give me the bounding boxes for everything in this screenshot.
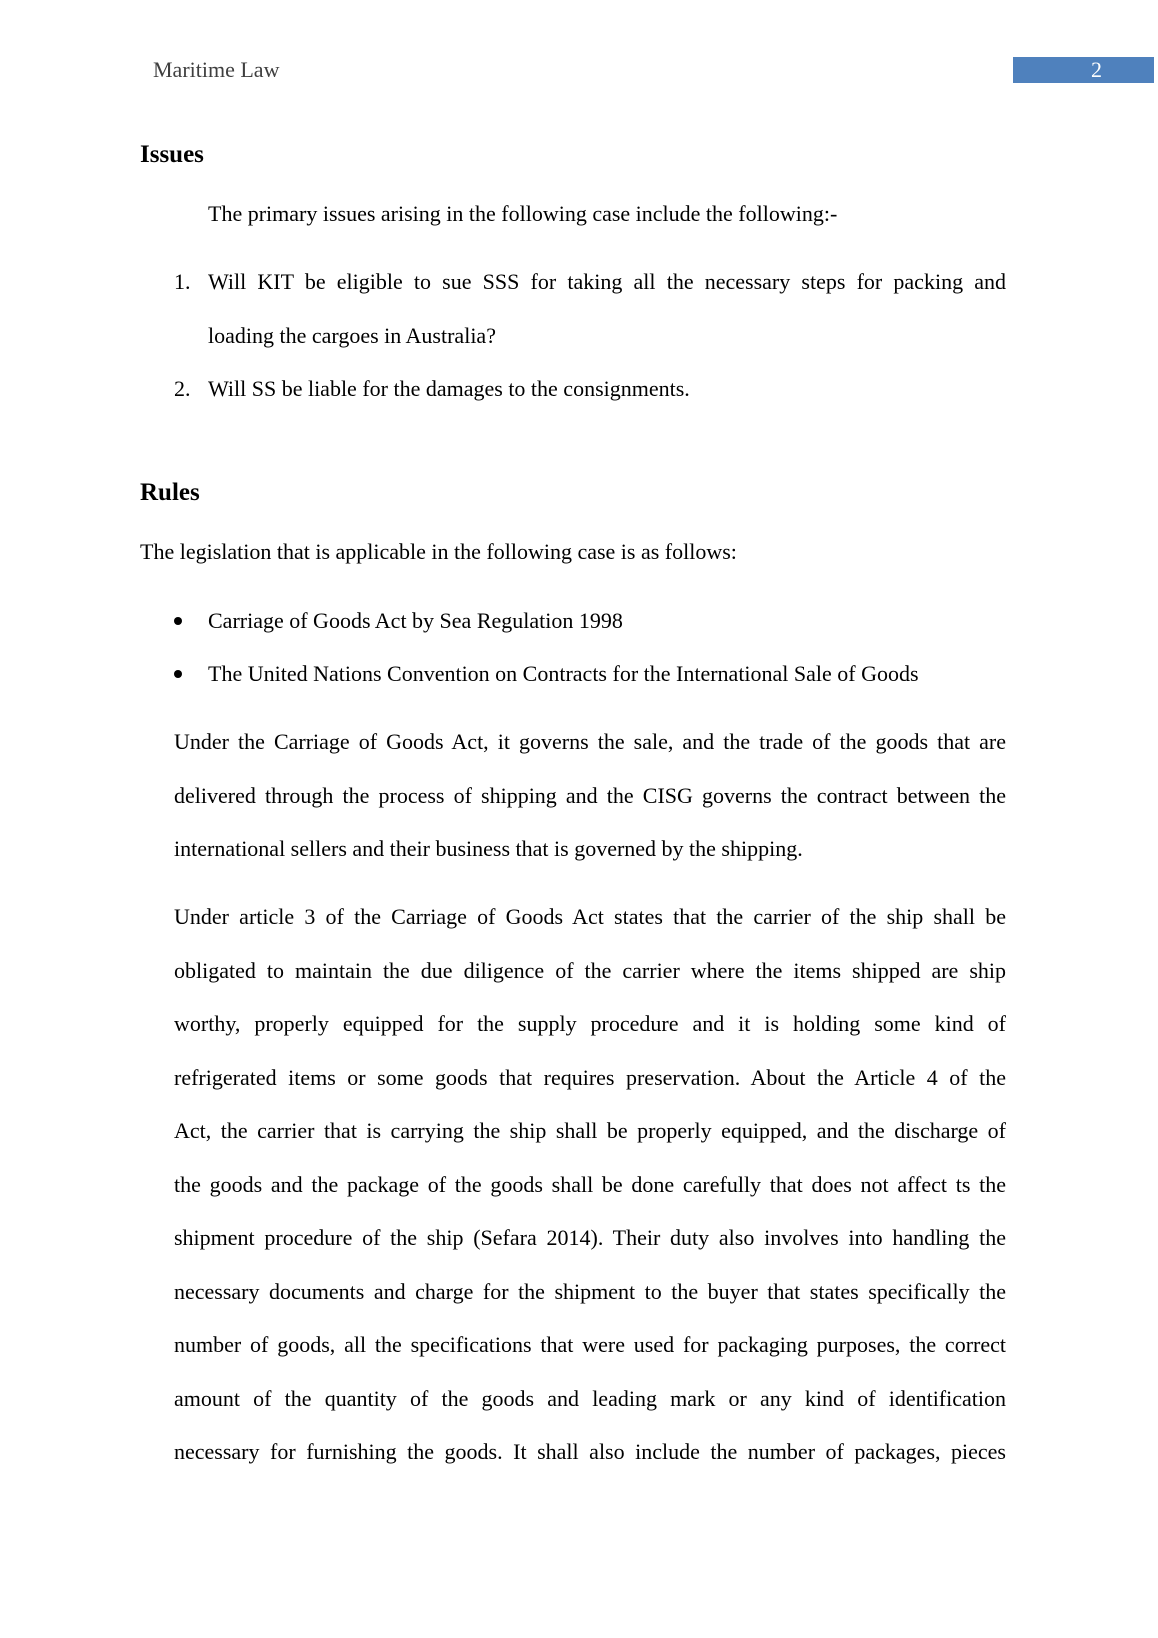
issues-heading: Issues (140, 141, 204, 168)
rule-bullet-2: The United Nations Convention on Contracts for the International Sale of Goods (208, 661, 919, 686)
rules-paragraph-2-line-8: necessary documents and charge for the shipment to the buyer that states specifically the (174, 1279, 1006, 1304)
running-header-title: Maritime Law (153, 57, 280, 82)
bullet-dot (174, 670, 182, 678)
bullet-dot (174, 617, 182, 625)
page-number-badge: 2 (1013, 57, 1154, 83)
rules-heading: Rules (140, 479, 200, 506)
rules-paragraph-2-line-3: worthy, properly equipped for the supply procedure and it is holding some kind of (174, 1011, 1006, 1036)
rules-paragraph-2-line-9: number of goods, all the specifications that were used for packaging purposes, the correct (174, 1332, 1006, 1357)
issue-2-line-1: Will SS be liable for the damages to the consignments. (208, 376, 690, 401)
rules-paragraph-2-line-2: obligated to maintain the due diligence of the carrier where the items shipped are ship (174, 958, 1006, 983)
rule-bullet-1: Carriage of Goods Act by Sea Regulation 1998 (208, 608, 623, 633)
rules-paragraph-2-line-6: the goods and the package of the goods shall be done carefully that does not affect ts the (174, 1172, 1006, 1197)
rules-intro: The legislation that is applicable in the following case is as follows: (140, 539, 737, 564)
rules-paragraph-2-line-11: necessary for furnishing the goods. It shall also include the number of packages, pieces (174, 1439, 1006, 1464)
rules-paragraph-2-line-1: Under article 3 of the Carriage of Goods Act states that the carrier of the ship shall be (174, 904, 1006, 929)
rules-paragraph-1-line-3: international sellers and their business that is governed by the shipping. (174, 836, 803, 861)
issue-1-marker: 1. (174, 269, 191, 294)
rules-paragraph-2-line-7: shipment procedure of the ship (Sefara 2014). Their duty also involves into handling the (174, 1225, 1006, 1250)
issue-2-marker: 2. (174, 376, 191, 401)
rules-paragraph-1-line-1: Under the Carriage of Goods Act, it governs the sale, and the trade of the goods that are (174, 729, 1006, 754)
rules-paragraph-2-line-4: refrigerated items or some goods that requires preservation. About the Article 4 of the (174, 1065, 1006, 1090)
issue-1-line-2: loading the cargoes in Australia? (208, 323, 496, 348)
rules-paragraph-2-line-10: amount of the quantity of the goods and leading mark or any kind of identification (174, 1386, 1006, 1411)
issue-1-line-1: Will KIT be eligible to sue SSS for taking all the necessary steps for packing and (208, 269, 1006, 294)
issues-intro: The primary issues arising in the following case include the following:- (208, 201, 838, 226)
rules-paragraph-2-line-5: Act, the carrier that is carrying the ship shall be properly equipped, and the discharge of (174, 1118, 1006, 1143)
rules-paragraph-1-line-2: delivered through the process of shipping and the CISG governs the contract between the (174, 783, 1006, 808)
